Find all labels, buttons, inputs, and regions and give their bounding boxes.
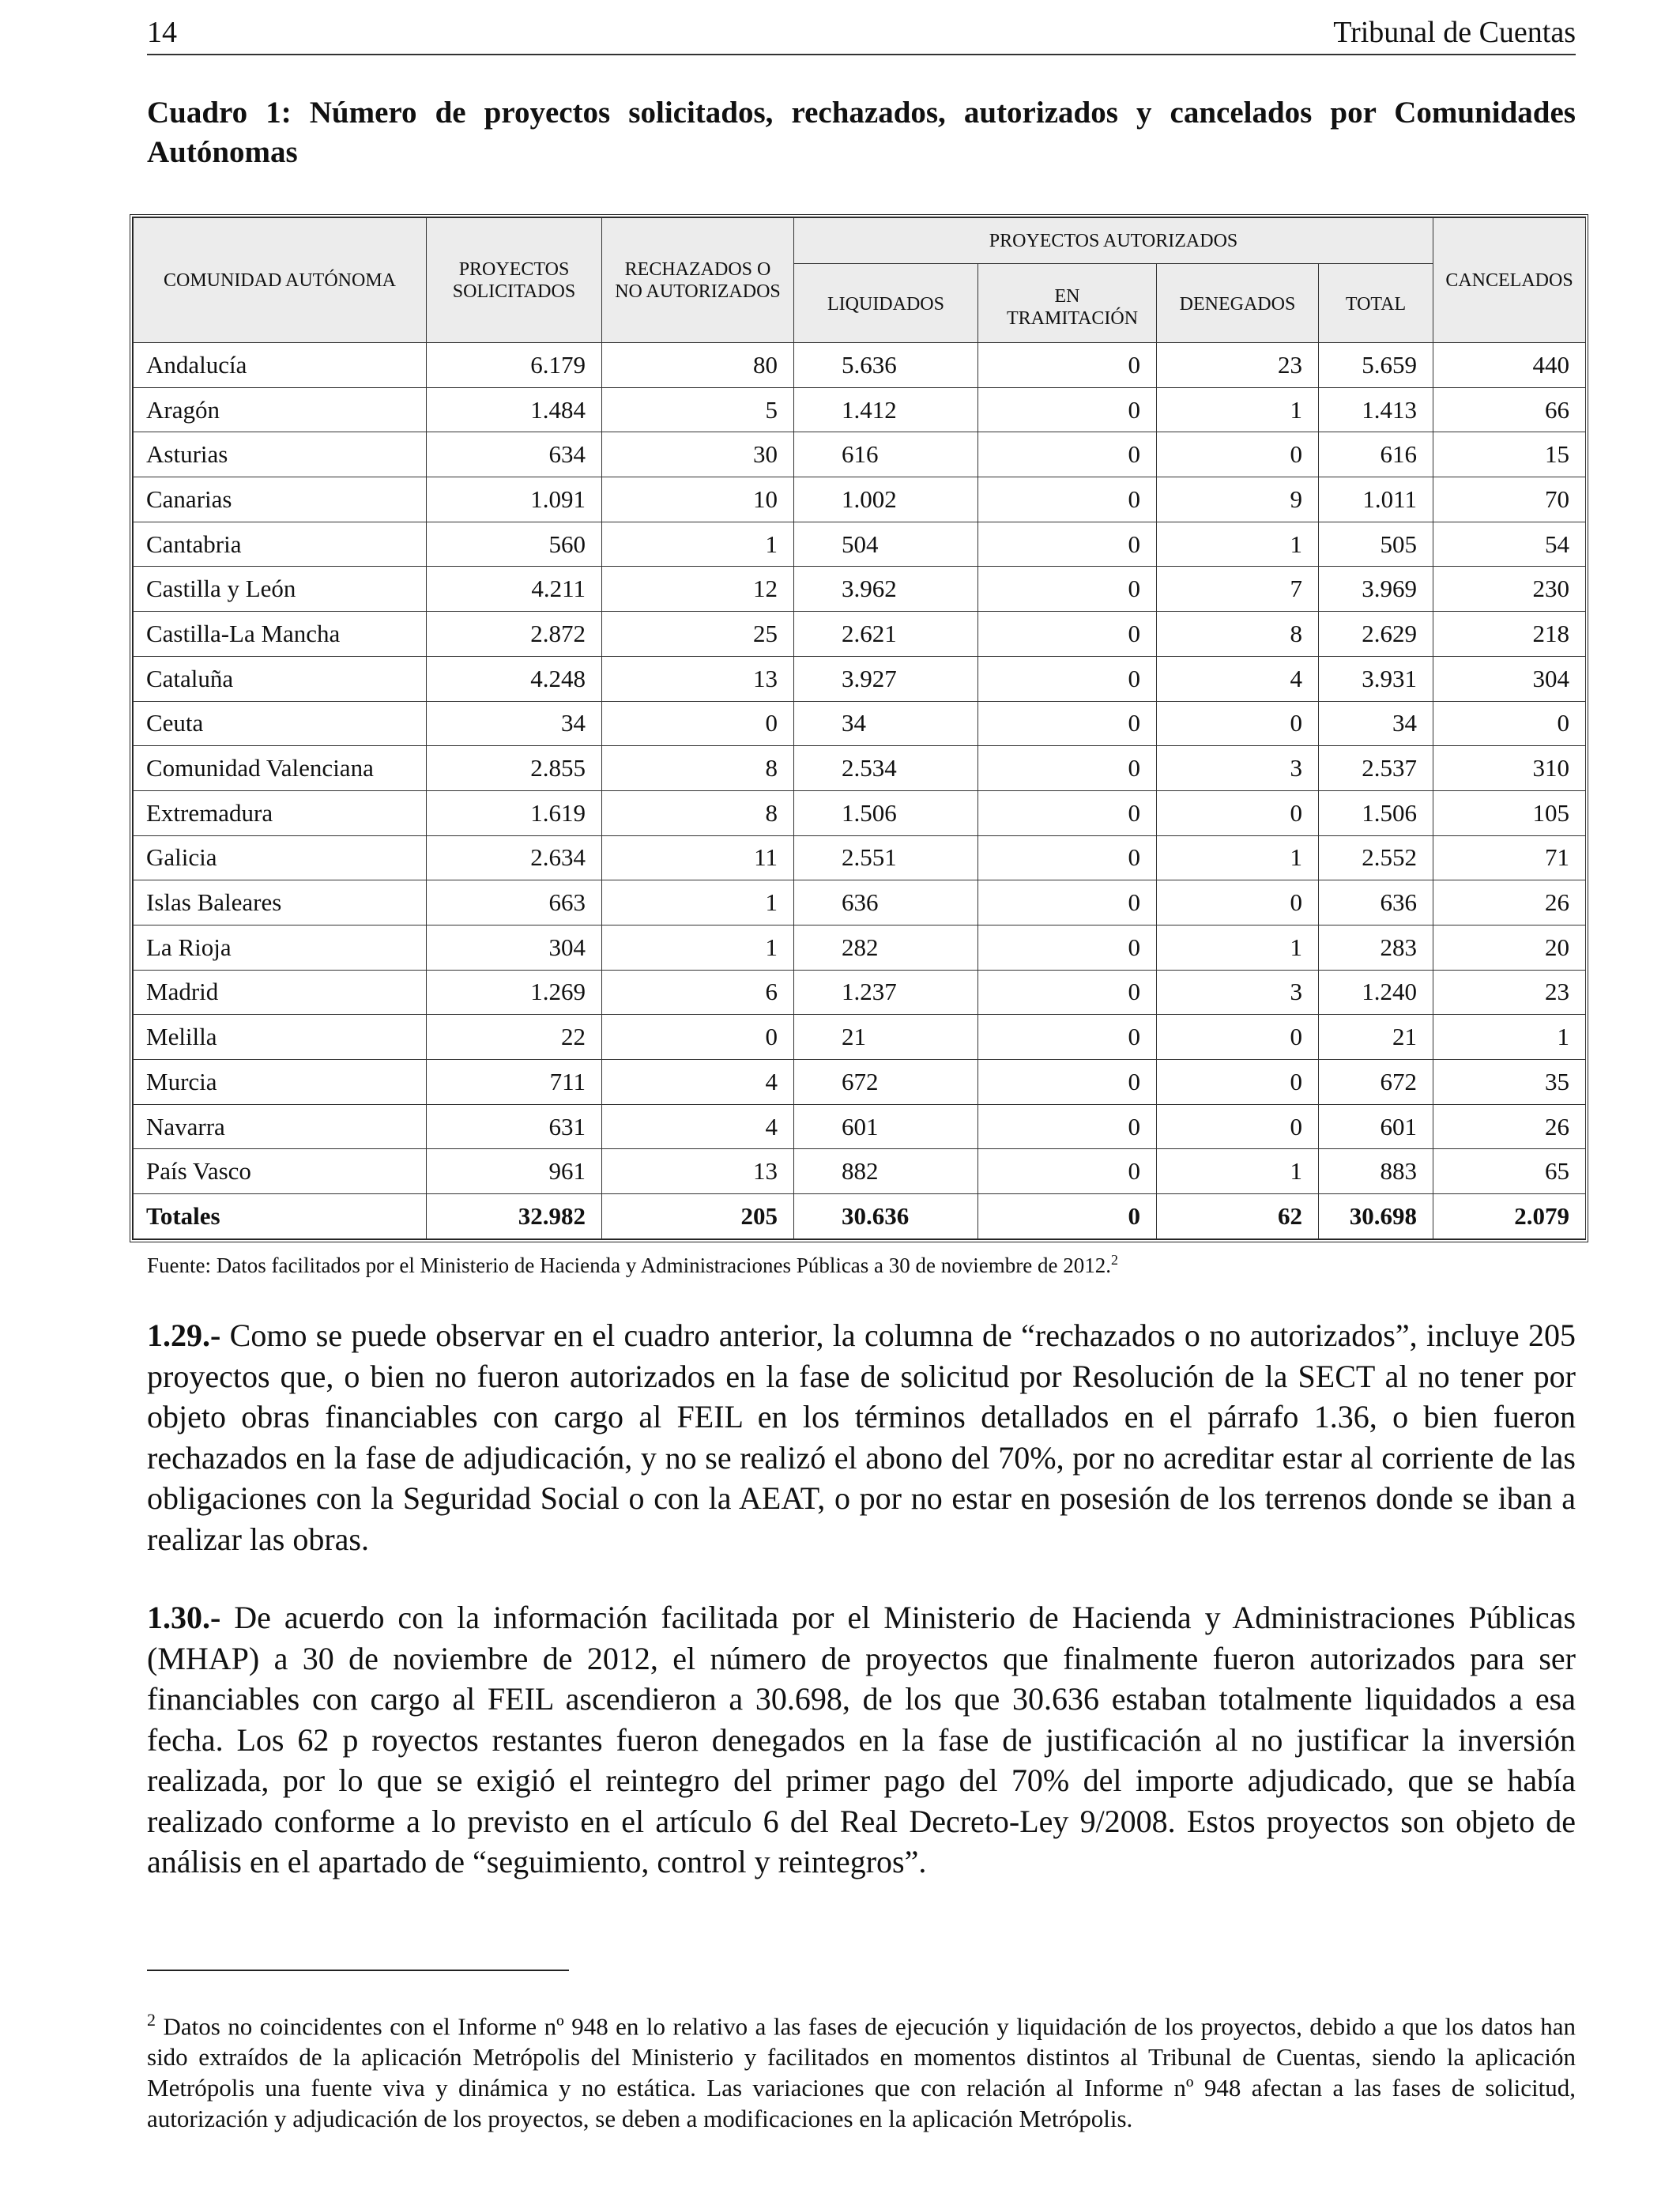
- cell-denegados: 1: [1157, 1149, 1319, 1194]
- cell-rechazados: 205: [602, 1194, 794, 1239]
- cell-total: 30.698: [1319, 1194, 1433, 1239]
- cell-solicitados: 1.484: [427, 387, 602, 432]
- cell-name: Melilla: [134, 1015, 427, 1060]
- cell-denegados: 0: [1157, 432, 1319, 477]
- running-title: Tribunal de Cuentas: [1333, 16, 1576, 49]
- cell-denegados: 0: [1157, 1015, 1319, 1060]
- footnote-separator: [147, 1970, 569, 1971]
- cell-solicitados: 1.619: [427, 790, 602, 835]
- cell-name: Castilla-La Mancha: [134, 612, 427, 657]
- cell-liquidados: 1.002: [794, 477, 978, 522]
- cell-solicitados: 2.872: [427, 612, 602, 657]
- cell-solicitados: 711: [427, 1060, 602, 1105]
- cell-name: Asturias: [134, 432, 427, 477]
- cell-solicitados: 4.211: [427, 567, 602, 612]
- cell-liquidados: 3.962: [794, 567, 978, 612]
- cell-rechazados: 13: [602, 1149, 794, 1194]
- cell-denegados: 3: [1157, 970, 1319, 1015]
- cell-cancelados: 35: [1433, 1060, 1586, 1105]
- cell-liquidados: 2.551: [794, 835, 978, 880]
- cell-liquidados: 1.412: [794, 387, 978, 432]
- header-tramitacion-label: EN TRAMITACIÓN: [1007, 286, 1139, 329]
- cell-name: Extremadura: [134, 790, 427, 835]
- cell-name: Cantabria: [134, 522, 427, 567]
- cell-cancelados: 105: [1433, 790, 1586, 835]
- cell-cancelados: 218: [1433, 612, 1586, 657]
- cell-denegados: 23: [1157, 343, 1319, 388]
- cell-cancelados: 70: [1433, 477, 1586, 522]
- cell-liquidados: 282: [794, 925, 978, 970]
- cell-cancelados: 65: [1433, 1149, 1586, 1194]
- source-text: Fuente: Datos facilitados por el Ministerio de Hacienda y Administraciones Públicas a 30 de noviembre de 2012.: [147, 1253, 1111, 1277]
- table-row: [134, 522, 1586, 567]
- cell-rechazados: 13: [602, 656, 794, 701]
- cell-solicitados: 304: [427, 925, 602, 970]
- table-row: [134, 1149, 1586, 1194]
- cell-solicitados: 4.248: [427, 656, 602, 701]
- cell-total: 636: [1319, 880, 1433, 925]
- cell-cancelados: 15: [1433, 432, 1586, 477]
- cell-cancelados: 310: [1433, 746, 1586, 791]
- cell-liquidados: 30.636: [794, 1194, 978, 1239]
- footnote: [147, 2004, 1576, 2134]
- cell-total: 3.969: [1319, 567, 1433, 612]
- cell-solicitados: 663: [427, 880, 602, 925]
- cell-liquidados: 672: [794, 1060, 978, 1105]
- cell-total: 3.931: [1319, 656, 1433, 701]
- cell-tramitacion: 0: [978, 970, 1157, 1015]
- cell-name: Totales: [134, 1194, 427, 1239]
- source-note-ref: 2: [1110, 1252, 1118, 1268]
- cell-tramitacion: 0: [978, 1194, 1157, 1239]
- cell-name: Cataluña: [134, 656, 427, 701]
- cell-rechazados: 10: [602, 477, 794, 522]
- cell-rechazados: 4: [602, 1104, 794, 1149]
- projects-table-frame: [130, 214, 1588, 1242]
- cell-solicitados: 22: [427, 1015, 602, 1060]
- cell-name: Madrid: [134, 970, 427, 1015]
- projects-table: [133, 217, 1586, 1239]
- cell-rechazados: 1: [602, 925, 794, 970]
- cell-total: 672: [1319, 1060, 1433, 1105]
- cell-total: 1.506: [1319, 790, 1433, 835]
- table-row: [134, 970, 1586, 1015]
- cell-name: Comunidad Valenciana: [134, 746, 427, 791]
- cell-rechazados: 0: [602, 1015, 794, 1060]
- table-row: [134, 925, 1586, 970]
- cell-cancelados: 54: [1433, 522, 1586, 567]
- cell-cancelados: 26: [1433, 880, 1586, 925]
- cell-liquidados: 601: [794, 1104, 978, 1149]
- cell-denegados: 3: [1157, 746, 1319, 791]
- cell-liquidados: 3.927: [794, 656, 978, 701]
- cell-tramitacion: 0: [978, 1015, 1157, 1060]
- cell-denegados: 62: [1157, 1194, 1319, 1239]
- cell-liquidados: 882: [794, 1149, 978, 1194]
- paragraph-number: 1.29.-: [147, 1318, 221, 1353]
- cell-denegados: 0: [1157, 880, 1319, 925]
- cell-denegados: 1: [1157, 835, 1319, 880]
- cell-total: 1.413: [1319, 387, 1433, 432]
- cell-cancelados: 440: [1433, 343, 1586, 388]
- cell-cancelados: 66: [1433, 387, 1586, 432]
- cell-denegados: 0: [1157, 701, 1319, 746]
- cell-denegados: 4: [1157, 656, 1319, 701]
- footnote-number: 2: [147, 2010, 156, 2030]
- cell-name: Canarias: [134, 477, 427, 522]
- cell-cancelados: 304: [1433, 656, 1586, 701]
- cell-rechazados: 6: [602, 970, 794, 1015]
- header-solicitados-label: PROYECTOS SOLICITADOS: [452, 258, 576, 302]
- cell-name: Ceuta: [134, 701, 427, 746]
- cell-total: 1.011: [1319, 477, 1433, 522]
- cell-total: 34: [1319, 701, 1433, 746]
- header-tramitacion: [978, 264, 1157, 343]
- cell-name: Castilla y León: [134, 567, 427, 612]
- cell-name: La Rioja: [134, 925, 427, 970]
- cell-total: 21: [1319, 1015, 1433, 1060]
- cell-solicitados: 2.855: [427, 746, 602, 791]
- table-row: [134, 567, 1586, 612]
- paragraph-1-29: [147, 1315, 1576, 1559]
- cell-tramitacion: 0: [978, 432, 1157, 477]
- cell-liquidados: 636: [794, 880, 978, 925]
- header-comunidad: COMUNIDAD AUTÓNOMA: [134, 218, 427, 343]
- cell-total: 2.629: [1319, 612, 1433, 657]
- cell-name: País Vasco: [134, 1149, 427, 1194]
- cell-liquidados: 34: [794, 701, 978, 746]
- cell-tramitacion: 0: [978, 567, 1157, 612]
- header-denegados: DENEGADOS: [1157, 264, 1319, 343]
- cell-total: 505: [1319, 522, 1433, 567]
- cell-denegados: 9: [1157, 477, 1319, 522]
- cell-cancelados: 71: [1433, 835, 1586, 880]
- cell-liquidados: 1.506: [794, 790, 978, 835]
- cell-tramitacion: 0: [978, 656, 1157, 701]
- cell-tramitacion: 0: [978, 925, 1157, 970]
- cell-tramitacion: 0: [978, 835, 1157, 880]
- cell-liquidados: 21: [794, 1015, 978, 1060]
- header-cancelados: CANCELADOS: [1433, 218, 1586, 343]
- cell-denegados: 1: [1157, 925, 1319, 970]
- cell-tramitacion: 0: [978, 477, 1157, 522]
- cell-cancelados: 230: [1433, 567, 1586, 612]
- paragraph-text: De acuerdo con la información facilitada por el Ministerio de Hacienda y Administraciones Públicas (MHAP) a 30 de noviembre de 2012, el número de proyectos que finalmente fueron autorizados para ser financiables con cargo al FEIL ascendieron a 30.698, de los que 30.636 estaban totalmente liquidados a esa fecha. Los 62 p royectos restantes fueron denegados en la fase de justificación al no justificar la inversión realizada, por lo que se exigió el reintegro del primer pago del 70% del importe adjudicado, que se había realizado conforme a lo previsto en el artículo 6 del Real Decreto-Ley 9/2008. Estos proyectos son objeto de análisis en el apartado de “seguimiento, control y reintegros”.: [147, 1600, 1576, 1879]
- table-row: [134, 746, 1586, 791]
- cell-tramitacion: 0: [978, 1149, 1157, 1194]
- cell-tramitacion: 0: [978, 1104, 1157, 1149]
- cell-tramitacion: 0: [978, 612, 1157, 657]
- cell-name: Andalucía: [134, 343, 427, 388]
- cell-liquidados: 616: [794, 432, 978, 477]
- header-autorizados-group: PROYECTOS AUTORIZADOS: [794, 218, 1433, 264]
- cell-cancelados: 26: [1433, 1104, 1586, 1149]
- cell-total: 5.659: [1319, 343, 1433, 388]
- cell-liquidados: 2.621: [794, 612, 978, 657]
- cell-rechazados: 8: [602, 790, 794, 835]
- table-row: [134, 1060, 1586, 1105]
- cell-rechazados: 25: [602, 612, 794, 657]
- cell-rechazados: 11: [602, 835, 794, 880]
- cell-denegados: 8: [1157, 612, 1319, 657]
- cell-liquidados: 1.237: [794, 970, 978, 1015]
- cell-liquidados: 5.636: [794, 343, 978, 388]
- table-row: [134, 432, 1586, 477]
- cell-rechazados: 80: [602, 343, 794, 388]
- cell-cancelados: 1: [1433, 1015, 1586, 1060]
- cell-name: Navarra: [134, 1104, 427, 1149]
- cell-rechazados: 1: [602, 522, 794, 567]
- cell-liquidados: 2.534: [794, 746, 978, 791]
- table-row: [134, 343, 1586, 388]
- cell-tramitacion: 0: [978, 1060, 1157, 1105]
- cell-cancelados: 23: [1433, 970, 1586, 1015]
- table-header: [134, 218, 1586, 343]
- table-row: [134, 1104, 1586, 1149]
- header-solicitados: [427, 218, 602, 343]
- paragraph-number: 1.30.-: [147, 1600, 221, 1635]
- cell-rechazados: 1: [602, 880, 794, 925]
- cell-denegados: 0: [1157, 790, 1319, 835]
- cell-total: 883: [1319, 1149, 1433, 1194]
- cell-solicitados: 634: [427, 432, 602, 477]
- cell-solicitados: 631: [427, 1104, 602, 1149]
- table-row: [134, 701, 1586, 746]
- table-row: [134, 612, 1586, 657]
- table-body: [134, 343, 1586, 1239]
- table-source-note: [147, 1247, 1576, 1278]
- cell-solicitados: 2.634: [427, 835, 602, 880]
- cell-solicitados: 32.982: [427, 1194, 602, 1239]
- cell-solicitados: 6.179: [427, 343, 602, 388]
- header-rechazados-label: RECHAZADOS O NO AUTORIZADOS: [615, 258, 781, 302]
- cell-name: Aragón: [134, 387, 427, 432]
- cell-total: 616: [1319, 432, 1433, 477]
- cell-denegados: 7: [1157, 567, 1319, 612]
- cell-cancelados: 0: [1433, 701, 1586, 746]
- page-header: [147, 11, 1576, 55]
- cell-rechazados: 30: [602, 432, 794, 477]
- cell-solicitados: 1.269: [427, 970, 602, 1015]
- cell-solicitados: 961: [427, 1149, 602, 1194]
- cell-denegados: 1: [1157, 522, 1319, 567]
- table-row: [134, 387, 1586, 432]
- page-number: 14: [147, 16, 177, 49]
- cell-tramitacion: 0: [978, 701, 1157, 746]
- header-total: TOTAL: [1319, 264, 1433, 343]
- table-row: [134, 656, 1586, 701]
- header-rechazados: [602, 218, 794, 343]
- cell-solicitados: 34: [427, 701, 602, 746]
- cell-total: 283: [1319, 925, 1433, 970]
- cell-rechazados: 12: [602, 567, 794, 612]
- paragraph-1-30: [147, 1597, 1576, 1883]
- cell-total: 2.537: [1319, 746, 1433, 791]
- cell-rechazados: 0: [602, 701, 794, 746]
- table-row: [134, 1015, 1586, 1060]
- cell-tramitacion: 0: [978, 746, 1157, 791]
- cell-rechazados: 4: [602, 1060, 794, 1105]
- table-row: [134, 477, 1586, 522]
- cell-denegados: 0: [1157, 1104, 1319, 1149]
- cell-solicitados: 560: [427, 522, 602, 567]
- totals-row: [134, 1194, 1586, 1239]
- cell-rechazados: 8: [602, 746, 794, 791]
- cell-total: 2.552: [1319, 835, 1433, 880]
- cell-tramitacion: 0: [978, 343, 1157, 388]
- cell-tramitacion: 0: [978, 790, 1157, 835]
- cell-total: 1.240: [1319, 970, 1433, 1015]
- table-caption: Cuadro 1: Número de proyectos solicitados, rechazados, autorizados y cancelados por Comunidades Autónomas: [147, 96, 1576, 169]
- cell-name: Islas Baleares: [134, 880, 427, 925]
- paragraph-text: Como se puede observar en el cuadro anterior, la columna de “rechazados o no autorizados”, incluye 205 proyectos que, o bien no fueron autorizados en la fase de solicitud por Resolución de la SECT al no tener por objeto obras financiables con cargo al FEIL en los términos detallados en el párrafo 1.36, o bien fueron rechazados en la fase de adjudicación, y no se realizó el abono del 70%, por no acreditar estar al corriente de las obligaciones con la Seguridad Social o con la AEAT, o por no estar en posesión de los terrenos donde se iban a realizar las obras.: [147, 1318, 1576, 1557]
- cell-solicitados: 1.091: [427, 477, 602, 522]
- cell-name: Galicia: [134, 835, 427, 880]
- table-row: [134, 880, 1586, 925]
- footnote-text: Datos no coincidentes con el Informe nº 948 en lo relativo a las fases de ejecución y liquidación de los proyectos, debido a que los datos han sido extraídos de la aplicación Metrópolis del Ministerio y facilitados en momentos distintos al Tribunal de Cuentas, siendo la aplicación Metrópolis una fuente viva y dinámica y no estática. Las variaciones que con relación al Informe nº 948 afectan a las fases de solicitud, autorización y adjudicación de los proyectos, se deben a modificaciones en la aplicación Metrópolis.: [147, 2012, 1576, 2133]
- cell-tramitacion: 0: [978, 387, 1157, 432]
- table-row: [134, 790, 1586, 835]
- cell-cancelados: 20: [1433, 925, 1586, 970]
- cell-rechazados: 5: [602, 387, 794, 432]
- cell-tramitacion: 0: [978, 880, 1157, 925]
- table-row: [134, 835, 1586, 880]
- cell-denegados: 1: [1157, 387, 1319, 432]
- header-liquidados: LIQUIDADOS: [794, 264, 978, 343]
- cell-name: Murcia: [134, 1060, 427, 1105]
- cell-liquidados: 504: [794, 522, 978, 567]
- cell-tramitacion: 0: [978, 522, 1157, 567]
- cell-cancelados: 2.079: [1433, 1194, 1586, 1239]
- cell-denegados: 0: [1157, 1060, 1319, 1105]
- cell-total: 601: [1319, 1104, 1433, 1149]
